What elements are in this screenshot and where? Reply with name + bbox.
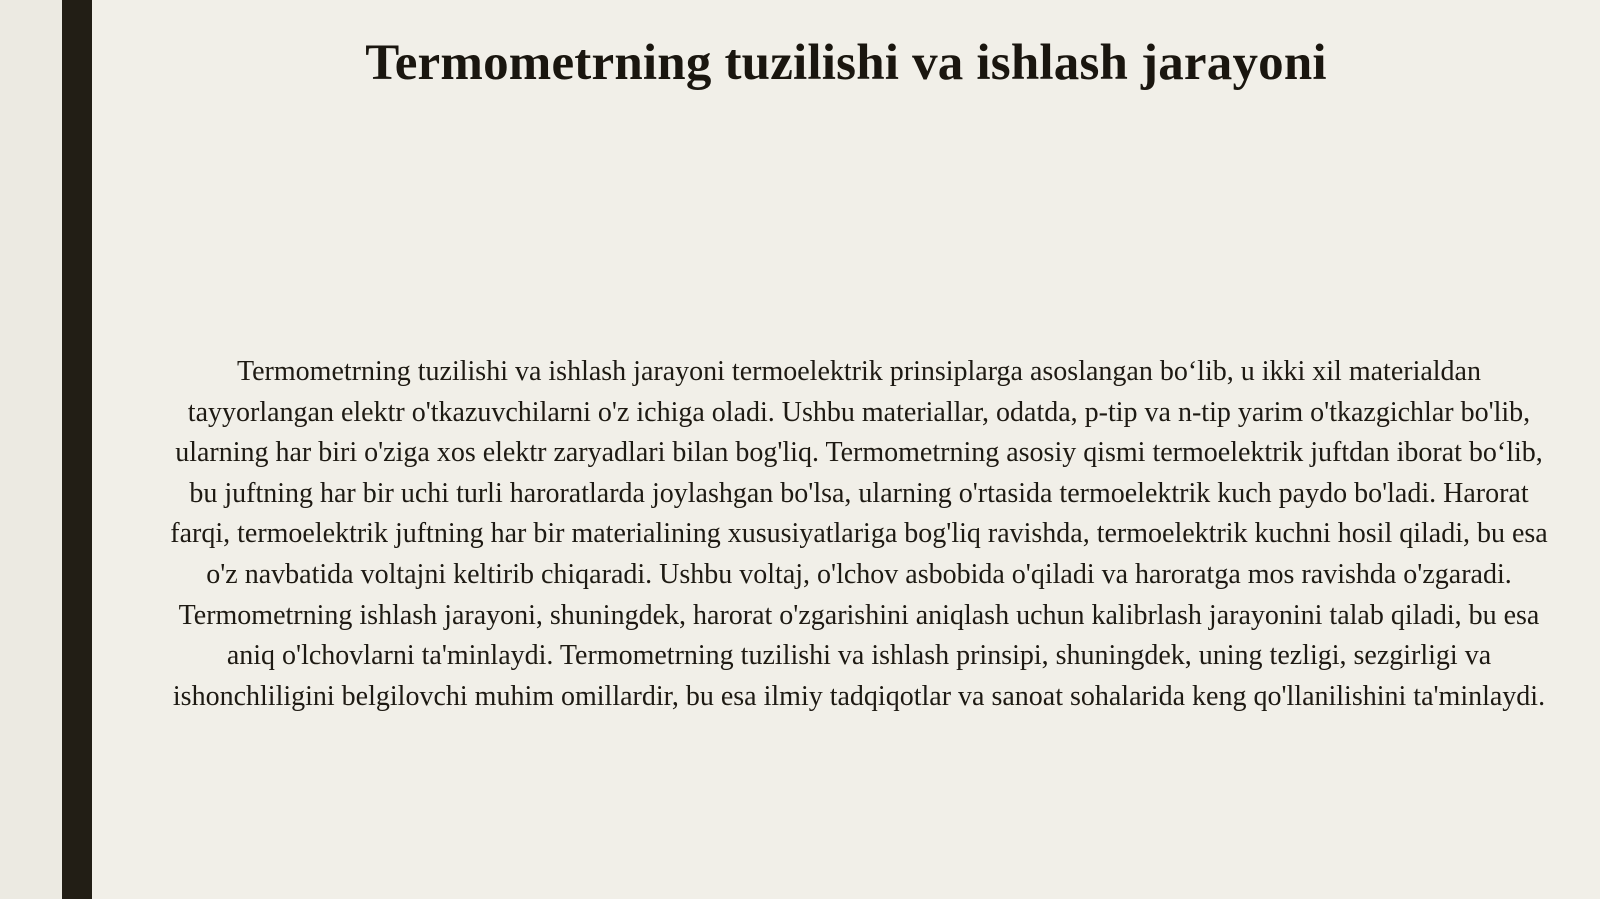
slide-body-text: Termometrning tuzilishi va ishlash jarayoni termoelektrik prinsiplarga asoslangan bo‘lib, u ikki xil materialdan tayyorlangan elektr o'tkazuvchilarni o'z ichiga oladi. Ushbu materiallar, odatda, p-tip va n-tip yarim o'tkazgichlar bo'lib, ularning har biri o'ziga xos elektr zaryadlari bilan bog'liq. Termometrning asosiy qismi termoelektrik juftdan iborat bo‘lib, bu juftning har bir uchi turli haroratlarda joylashgan bo'lsa, ularning o'rtasida termoelektrik kuch paydo bo'ladi. Harorat farqi, termoelektrik juftning har bir materialining xususiyatlariga bog'liq ravishda, termoelektrik kuchni hosil qiladi, bu esa o'z navbatida voltajni keltirib chiqaradi. Ushbu voltaj, o'lchov asbobida o'qiladi va haroratga mos ravishda o'zgaradi. Termometrning ishlash jarayoni, shuningdek, harorat o'zgarishini aniqlash uchun kalibrlash jarayonini talab qiladi, bu esa aniq o'lchovlarni ta'minlaydi. Termometrning tuzilishi va ishlash prinsipi, shuningdek, uning tezligi, sezgirligi va ishonchliligini belgilovchi muhim omillardir, bu esa ilmiy tadqiqotlar va sanoat sohalarida keng qo'llanilishini ta'minlaydi. [170,356,1548,712]
slide-title: Termometrning tuzilishi va ishlash jarayoni [365,35,1327,91]
left-margin [0,0,62,899]
left-accent-bar [62,0,92,899]
